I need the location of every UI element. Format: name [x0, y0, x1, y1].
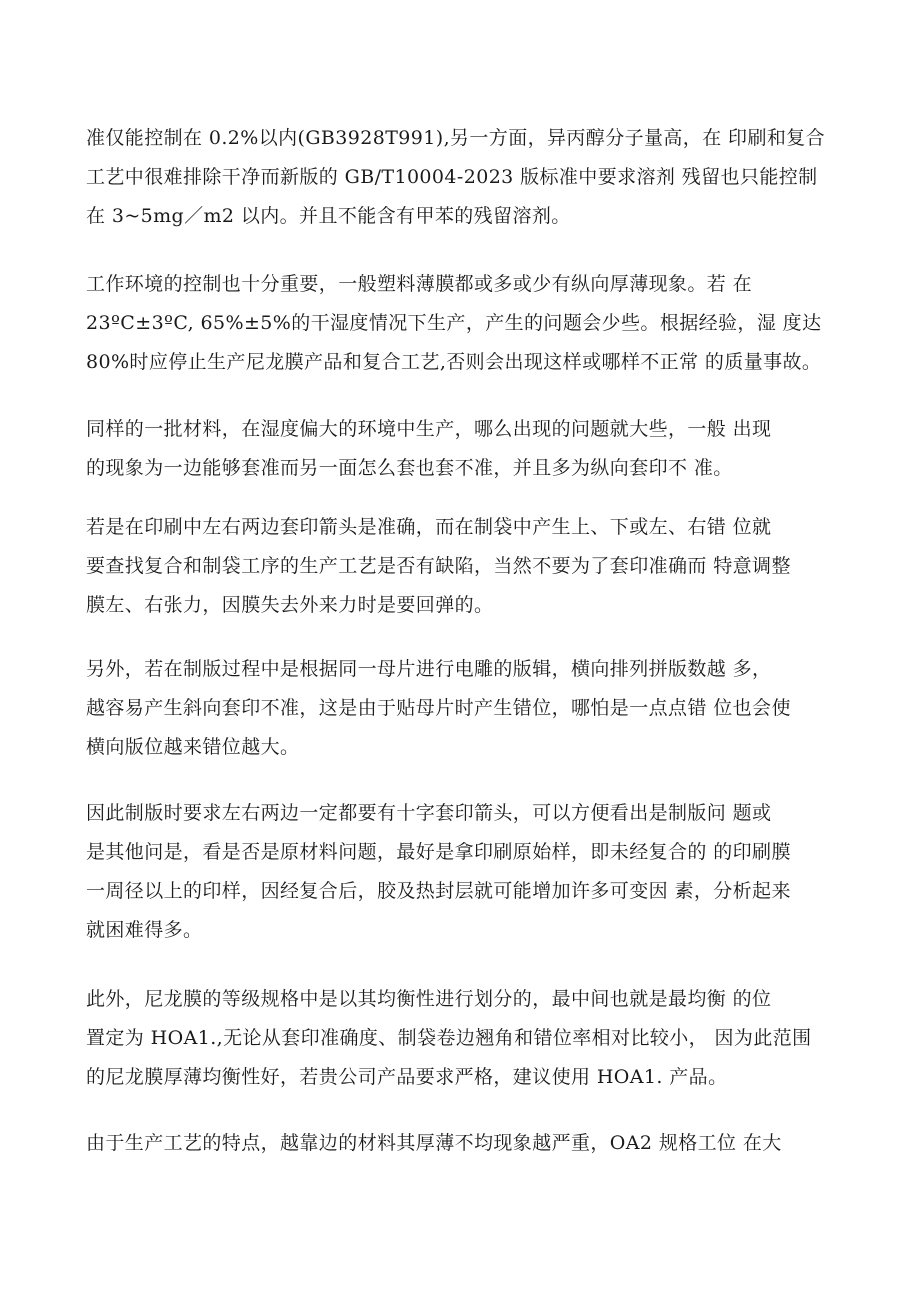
- text-line: 横向版位越来错位越大。: [86, 736, 300, 758]
- text-line: 膜左、右张力，因膜失去外来力时是要回弹的。: [86, 594, 494, 616]
- paragraph-edge-material: [86, 1124, 834, 1163]
- text-line: 一周径以上的印样，因经复合后，胶及热封层就可能增加许多可变因 素，分析起来: [86, 880, 791, 902]
- text-line: 80%时应停止生产尼龙膜产品和复合工艺,否则会出现这样或哪样不正常 的质量事故。: [86, 351, 822, 373]
- text-line: 的尼龙膜厚薄均衡性好，若贵公司产品要求严格，建议使用 HOA1. 产品。: [86, 1066, 728, 1088]
- text-line: 就困难得多。: [86, 919, 203, 941]
- paragraph-plate-making: [86, 650, 834, 767]
- text-line: 因此制版时要求左右两边一定都要有十字套印箭头，可以方便看出是制版问 题或: [86, 802, 772, 824]
- text-line: 23ºC±3ºC, 65%±5%的干湿度情况下生产，产生的问题会少些。根据经验，湿 度达: [86, 312, 822, 334]
- text-line: 是其他问是，看是否是原材料问题，最好是拿印刷原始样，即未经复合的 的印刷膜: [86, 841, 791, 863]
- text-line: 由于生产工艺的特点，越靠边的材料其厚薄不均现象越严重，OA2 规格工位 在大: [86, 1132, 782, 1154]
- paragraph-nylon-grade: [86, 980, 834, 1097]
- text-line: 准仅能控制在 0.2%以内(GB3928T991),另一方面，异丙醇分子量高，在 印刷和复合: [86, 127, 826, 149]
- paragraph-registration-arrows: [86, 508, 834, 625]
- text-line: 要查找复合和制袋工序的生产工艺是否有缺陷，当然不要为了套印准确而 特意调整: [86, 555, 791, 577]
- text-line: 若是在印刷中左右两边套印箭头是准确，而在制袋中产生上、下或左、右错 位就: [86, 516, 772, 538]
- text-line: 工作环境的控制也十分重要，一般塑料薄膜都或多或少有纵向厚薄现象。若 在: [86, 273, 753, 295]
- text-line: 置定为 HOA1.,无论从套印准确度、制袋卷边翘角和错位率相对比较小， 因为此范围: [86, 1027, 812, 1049]
- text-line: 同样的一批材料，在湿度偏大的环境中生产，哪么出现的问题就大些，一般 出现: [86, 418, 772, 440]
- paragraph-work-environment: [86, 265, 834, 382]
- text-line: 在 3~5mg／m2 以内。并且不能含有甲苯的残留溶剂。: [86, 205, 571, 227]
- paragraph-solvent-residue: [86, 119, 834, 236]
- paragraph-humidity: [86, 410, 834, 488]
- text-line: 此外，尼龙膜的等级规格中是以其均衡性进行划分的，最中间也就是最均衡 的位: [86, 988, 772, 1010]
- text-line: 的现象为一边能够套准而另一面怎么套也套不准，并且多为纵向套印不 准。: [86, 457, 733, 479]
- paragraph-cross-arrows: [86, 794, 834, 950]
- text-line: 另外，若在制版过程中是根据同一母片进行电雕的版辑，横向排列拼版数越 多，: [86, 658, 772, 680]
- text-line: 工艺中很难排除干净而新版的 GB/T10004-2023 版标准中要求溶剂 残留也只能控制: [86, 166, 818, 188]
- text-line: 越容易产生斜向套印不准，这是由于贴母片时产生错位，哪怕是一点点错 位也会使: [86, 697, 791, 719]
